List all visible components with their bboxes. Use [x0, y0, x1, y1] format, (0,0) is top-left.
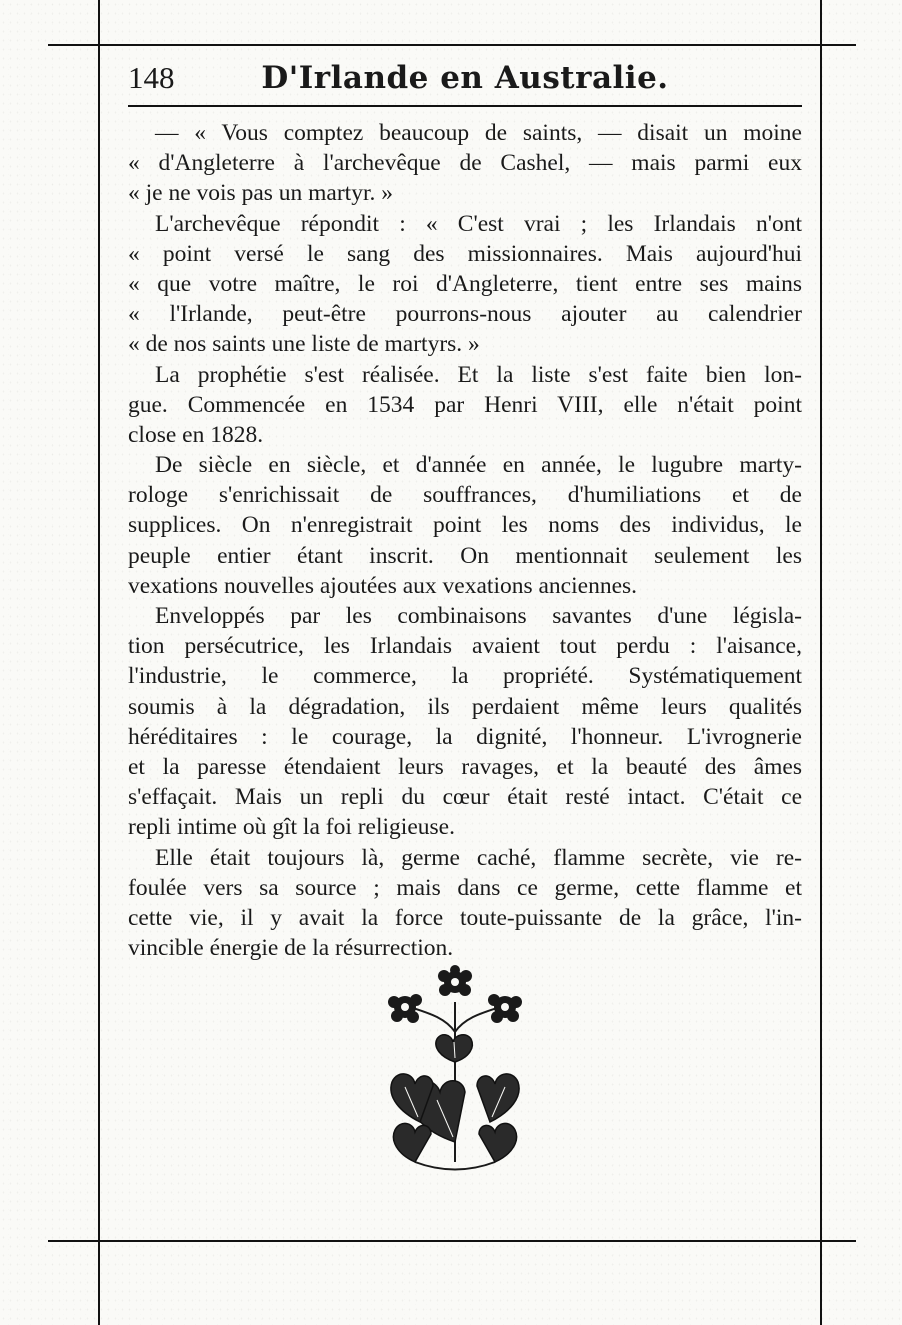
text-line: tion persécutrice, les Irlandais avaient tout perdu : l'aisance,: [128, 633, 802, 660]
text-line: — « Vous comptez beaucoup de saints, — disait un moine: [155, 120, 802, 146]
text-line: supplices. On n'enregistrait point les noms des individus, le: [128, 512, 802, 539]
text-line: s'effaçait. Mais un repli du cœur était resté intact. C'était ce: [128, 784, 802, 811]
text-line: « point versé le sang des missionnaires. Mais aujourd'hui: [128, 240, 802, 267]
text-line: La prophétie s'est réalisée. Et la liste s'est faite bien lon-: [155, 361, 802, 388]
text-line: L'archevêque répondit : « C'est vrai ; les Irlandais n'ont: [155, 210, 802, 237]
frame-bottom-rule: [48, 1240, 856, 1242]
text-line: héréditaires : le courage, la dignité, l'honneur. L'ivrognerie: [128, 723, 802, 750]
text-line: vexations nouvelles ajoutées aux vexations anciennes.: [128, 572, 638, 599]
text-line: vincible énergie de la résurrection.: [128, 935, 454, 962]
text-line: « que votre maître, le roi d'Angleterre, tient entre ses mains: [128, 270, 802, 297]
text-line: Enveloppés par les combinaisons savantes d'une législa-: [155, 603, 802, 629]
text-line: l'industrie, le commerce, la propriété. Systématiquement: [128, 663, 802, 690]
text-line: rologe s'enrichissait de souffrances, d'humiliations et de: [128, 482, 802, 509]
frame-right-rule: [820, 0, 822, 1325]
text-line: « l'Irlande, peut-être pourrons-nous ajouter au calendrier: [128, 301, 802, 328]
text-line: repli intime où gît la foi religieuse.: [128, 814, 455, 841]
page-number: 148: [128, 60, 175, 95]
frame-top-rule: [48, 44, 856, 46]
text-line: foulée vers sa source ; mais dans ce germe, cette flamme et: [128, 874, 802, 901]
running-title: D'Irlande en Australie.: [261, 60, 669, 96]
text-line: « je ne vois pas un martyr. »: [128, 180, 393, 207]
text-line: et la paresse étendaient leurs ravages, et la beauté des âmes: [128, 753, 802, 780]
header-rule: [128, 105, 802, 107]
text-line: soumis à la dégradation, ils perdaient même leurs qualités: [128, 693, 802, 720]
text-body: [128, 118, 802, 963]
text-line: Elle était toujours là, germe caché, flamme secrète, vie re-: [155, 844, 802, 871]
text-line: gue. Commencée en 1534 par Henri VIII, elle n'était point: [128, 391, 802, 418]
text-line: De siècle en siècle, et d'année en année, le lugubre marty-: [155, 452, 802, 479]
page-header: [128, 58, 802, 102]
shamrock-flower-ornament-icon: [375, 962, 535, 1180]
text-line: peuple entier étant inscrit. On mentionnait seulement les: [128, 542, 802, 569]
text-line: cette vie, il y avait la force toute-puissante de la grâce, l'in-: [128, 904, 802, 931]
text-line: « de nos saints une liste de martyrs. »: [128, 331, 480, 358]
text-line: « d'Angleterre à l'archevêque de Cashel, — mais parmi eux: [128, 150, 802, 177]
frame-left-rule: [98, 0, 100, 1325]
text-line: close en 1828.: [128, 421, 264, 448]
